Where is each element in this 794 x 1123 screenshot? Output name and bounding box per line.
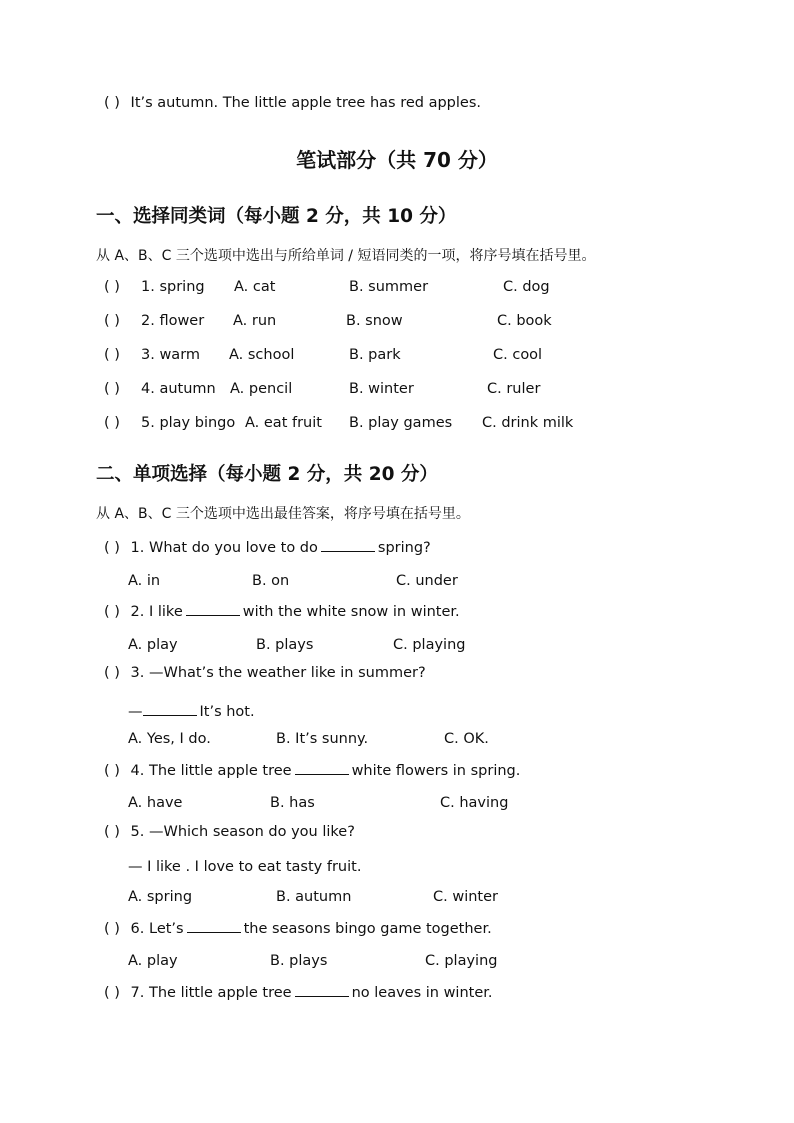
option-a: A. cat [234, 279, 276, 295]
intro-question [104, 95, 481, 111]
section2-heading: 二、单项选择（每小题 2 分，共 20 分） [96, 464, 438, 485]
answer-paren: ( ) [104, 279, 120, 295]
question-word: 4. autumn [141, 381, 216, 397]
reply-text: — I like . I love to eat tasty fruit. [128, 859, 362, 875]
option-a: A. have [128, 795, 183, 811]
option-c: C. OK. [444, 731, 489, 747]
option-a: A. Yes, I do. [128, 731, 211, 747]
question-row [104, 982, 493, 1001]
option-b: B. It’s sunny. [276, 731, 369, 747]
option-c: C. cool [493, 347, 543, 363]
option-b: B. has [270, 795, 315, 811]
question-text-tail: with the white snow in winter. [242, 604, 460, 620]
question-text-tail: the seasons bingo game together. [243, 921, 492, 937]
option-b: B. snow [346, 313, 403, 329]
list-item [104, 313, 552, 329]
question-text-tail: white flowers in spring. [351, 763, 521, 779]
question-row [104, 760, 520, 779]
option-b: B. plays [256, 637, 314, 653]
question-word: 3. warm [141, 347, 201, 363]
answer-blank [187, 918, 241, 933]
answer-paren: ( ) [104, 415, 120, 431]
question-text: 7. The little apple tree [130, 985, 292, 1001]
option-b: B. autumn [276, 889, 352, 905]
option-a: A. play [128, 953, 178, 969]
answer-paren: ( ) [104, 763, 120, 779]
question-row [104, 824, 355, 840]
option-c: C. dog [503, 279, 550, 295]
question-text: 4. The little apple tree [130, 763, 292, 779]
option-b: B. winter [349, 381, 414, 397]
question-text: 5. —Which season do you like? [130, 824, 355, 840]
question-word: 5. play bingo [141, 415, 236, 431]
question-text-tail: no leaves in winter. [351, 985, 493, 1001]
list-item [104, 415, 574, 431]
reply-row [128, 701, 255, 720]
answer-blank [186, 601, 240, 616]
option-a: A. run [233, 313, 277, 329]
question-row [104, 918, 492, 937]
option-a: A. play [128, 637, 178, 653]
question-row [104, 537, 431, 556]
option-a: A. eat fruit [245, 415, 322, 431]
option-b: B. plays [270, 953, 328, 969]
option-c: C. winter [433, 889, 498, 905]
question-text: 1. What do you love to do [130, 540, 318, 556]
question-word: 1. spring [141, 279, 205, 295]
answer-paren: ( ) [104, 604, 120, 620]
option-c: C. playing [393, 637, 466, 653]
answer-paren: ( ) [104, 381, 120, 397]
list-item [104, 347, 543, 363]
page-title: 笔试部分（共 70 分） [296, 148, 498, 172]
question-row [104, 665, 426, 681]
option-c: C. ruler [487, 381, 541, 397]
question-text: 3. —What’s the weather like in summer? [130, 665, 426, 681]
option-b: B. summer [349, 279, 429, 295]
option-c: C. under [396, 573, 458, 589]
option-c: C. drink milk [482, 415, 574, 431]
option-b: B. on [252, 573, 290, 589]
answer-blank [295, 982, 349, 997]
option-b: B. park [349, 347, 401, 363]
answer-paren: ( ) [104, 313, 120, 329]
option-c: C. playing [425, 953, 498, 969]
question-word: 2. flower [141, 313, 205, 329]
answer-paren: ( ) [104, 665, 120, 681]
reply-text: It’s hot. [199, 704, 255, 720]
option-a: A. spring [128, 889, 193, 905]
reply-dash: — [128, 704, 143, 720]
list-item [104, 381, 541, 397]
list-item [104, 279, 550, 295]
answer-blank [143, 701, 197, 716]
option-a: A. school [229, 347, 295, 363]
question-row [104, 601, 460, 620]
answer-blank [321, 537, 375, 552]
section1-heading: 一、选择同类词（每小题 2 分，共 10 分） [96, 206, 457, 227]
option-a: A. pencil [230, 381, 293, 397]
option-c: C. having [440, 795, 509, 811]
section2-instruction: 从 A、B、C 三个选项中选出最佳答案，将序号填在括号里。 [96, 506, 470, 522]
answer-paren: ( ) [104, 921, 120, 937]
option-b: B. play games [349, 415, 453, 431]
option-c: C. book [497, 313, 552, 329]
answer-blank [295, 760, 349, 775]
answer-paren: ( ) [104, 95, 120, 111]
answer-paren: ( ) [104, 540, 120, 556]
question-text: 6. Let’s [130, 921, 184, 937]
answer-paren: ( ) [104, 347, 120, 363]
option-a: A. in [128, 573, 161, 589]
answer-paren: ( ) [104, 824, 120, 840]
answer-paren: ( ) [104, 985, 120, 1001]
question-text: 2. I like [130, 604, 183, 620]
section1-instruction: 从 A、B、C 三个选项中选出与所给单词 / 短语同类的一项，将序号填在括号里。 [96, 248, 596, 264]
question-text-tail: spring? [377, 540, 431, 556]
question-text: It’s autumn. The little apple tree has red apples. [130, 95, 481, 111]
